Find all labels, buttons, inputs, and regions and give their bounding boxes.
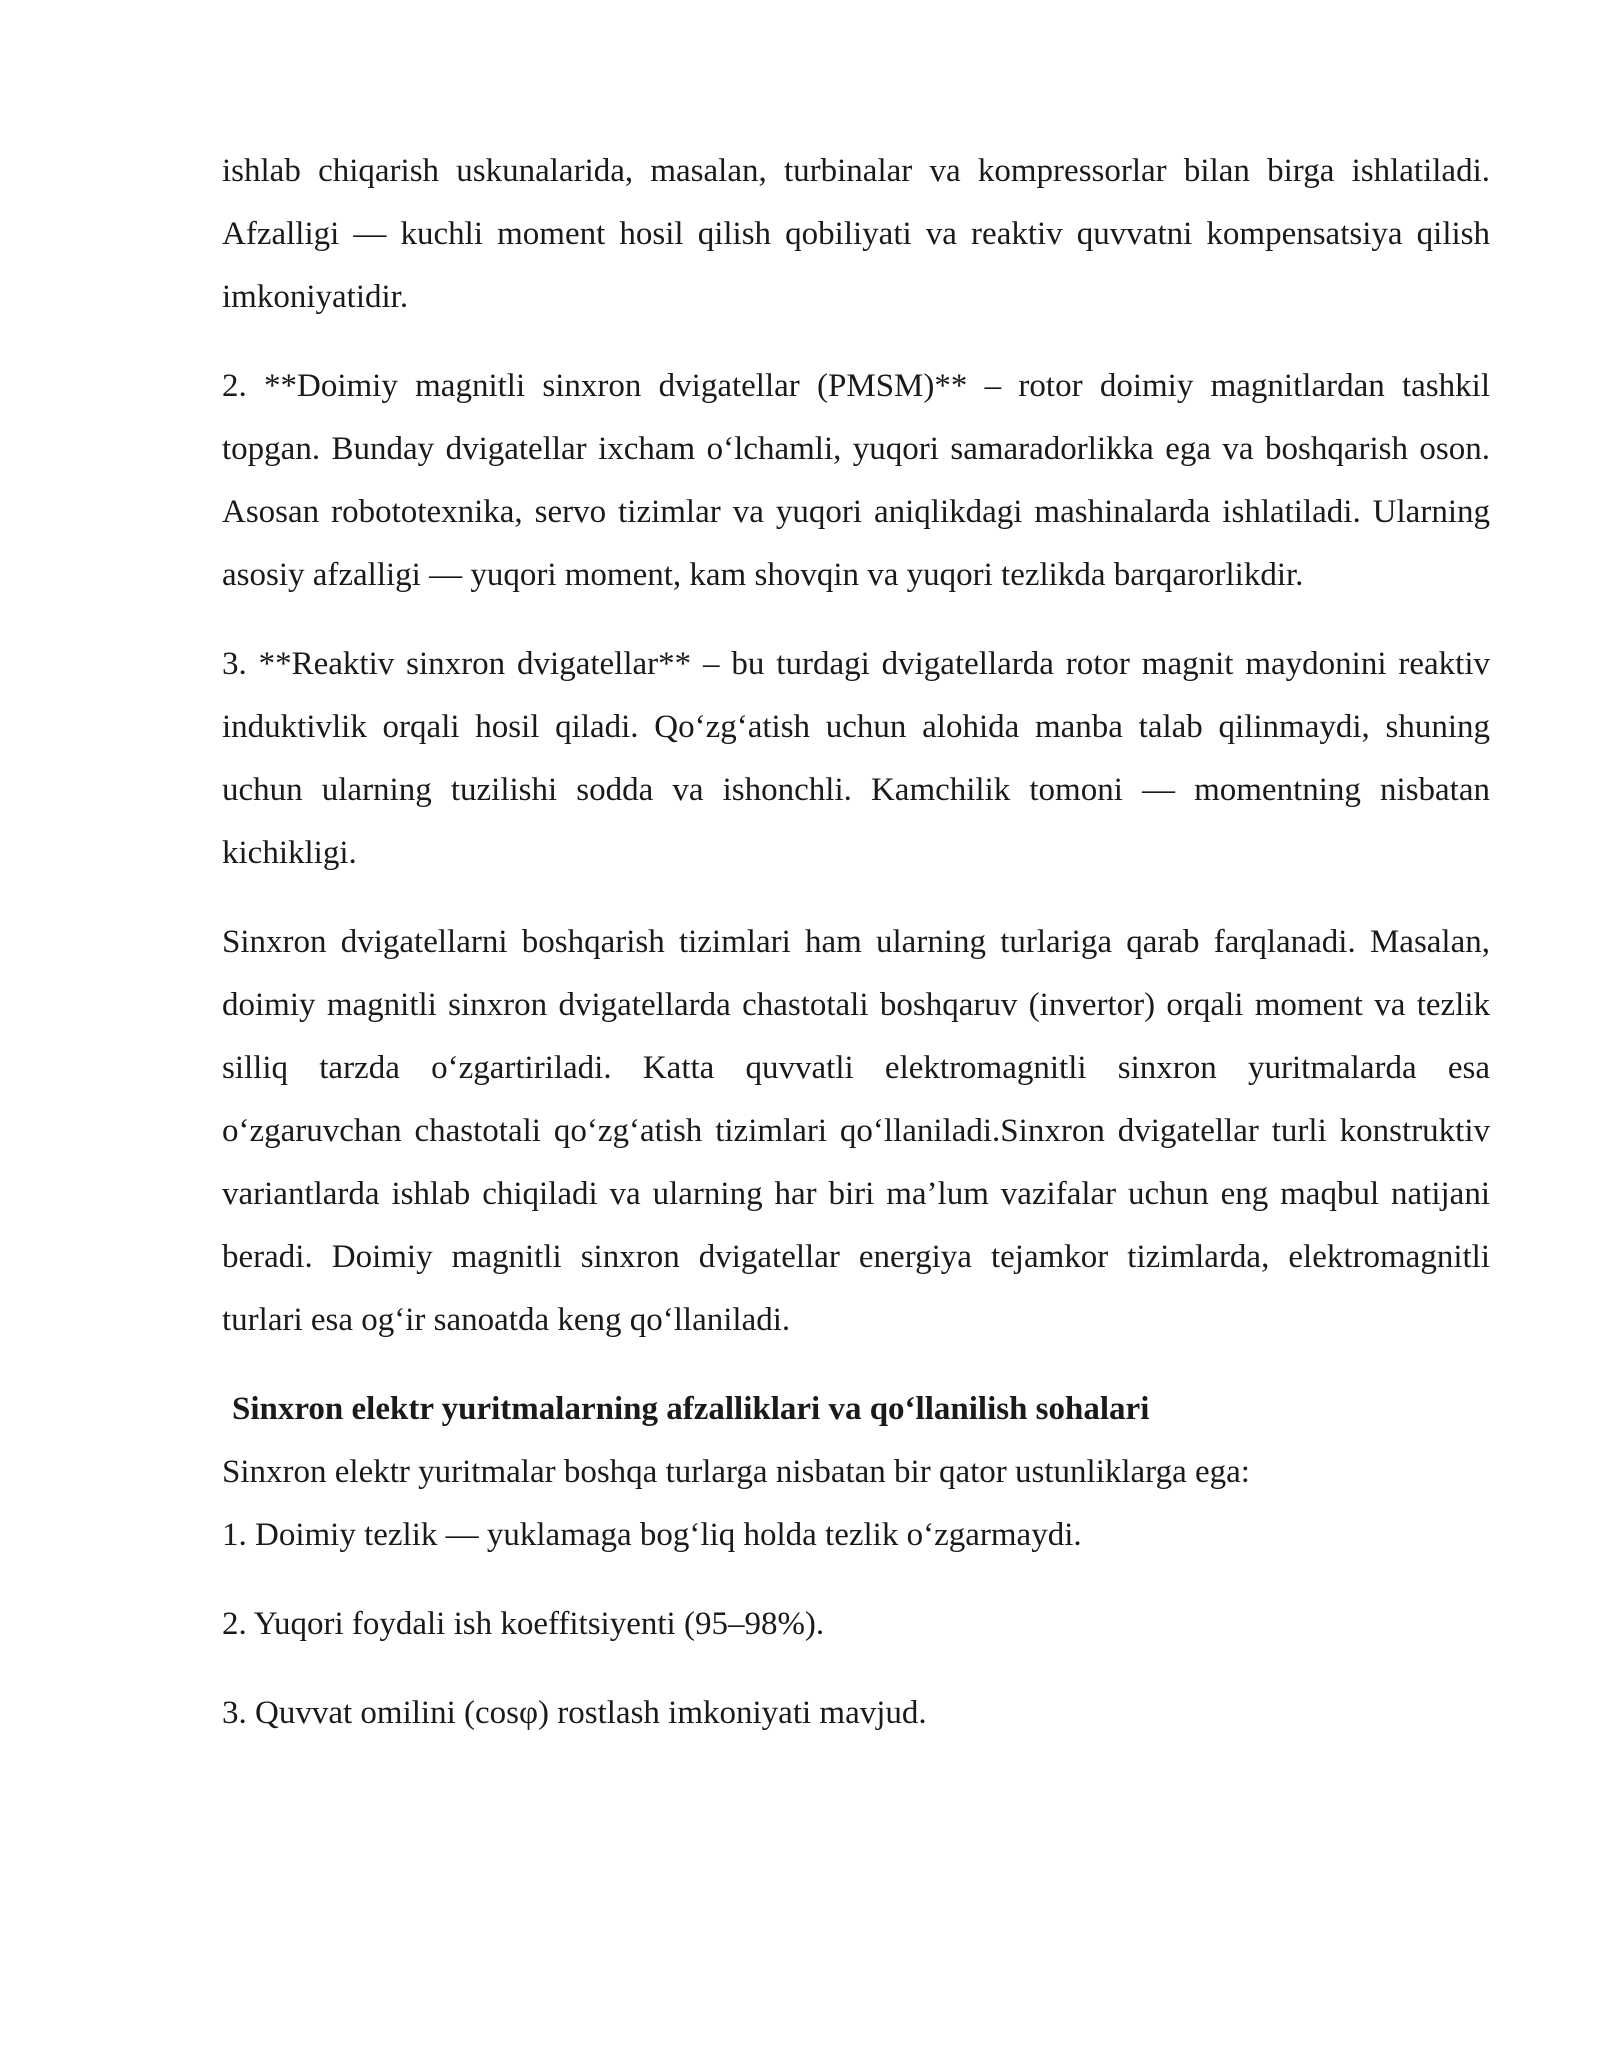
document-body [222, 140, 1490, 1771]
list-item: 3. Quvvat omilini (cosφ) rostlash imkoniyati mavjud. [222, 1695, 927, 1731]
paragraph-control-systems: Sinxron dvigatellarni boshqarish tizimlari ham ularning turlariga qarab farqlanadi. Masalan, doimiy magnitli sinxron dvigatellarda chastotali boshqaruv (invertor) orqali moment va tezlik silliq tarzda o‘zgartiriladi. Katta quvvatli elektromagnitli sinxron yuritmalarda esa o‘zgaruvchan chastotali qo‘zg‘atish tizimlari qo‘llaniladi.Sinxron dvigatellar turli konstruktiv variantlarda ishlab chiqiladi va ularning har biri ma’lum vazifalar uchun eng maqbul natijani beradi. Doimiy magnitli sinxron dvigatellar energiya tejamkor tizimlarda, elektromagnitli turlari esa og‘ir sanoatda keng qo‘llaniladi. [222, 924, 1490, 1338]
paragraph-pmsm: 2. **Doimiy magnitli sinxron dvigatellar (PMSM)** – rotor doimiy magnitlardan tashkil topgan. Bunday dvigatellar ixcham o‘lchamli, yuqori samaradorlikka ega va boshqarish oson. Asosan robototexnika, servo tizimlar va yuqori aniqlikdagi mashinalarda ishlatiladi. Ularning asosiy afzalligi — yuqori moment, kam shovqin va yuqori tezlikda barqarorlikdir. [222, 368, 1490, 593]
paragraph-intro-continuation: ishlab chiqarish uskunalarida, masalan, turbinalar va kompressorlar bilan birga ishlatiladi. Afzalligi — kuchli moment hosil qilish qobiliyati va reaktiv quvvatni kompensatsiya qilish imkoniyatidir. [222, 153, 1490, 315]
paragraph-reluctance-motors: 3. **Reaktiv sinxron dvigatellar** – bu turdagi dvigatellarda rotor magnit maydonini reaktiv induktivlik orqali hosil qiladi. Qo‘zg‘atish uchun alohida manba talab qilinmaydi, shuning uchun ularning tuzilishi sodda va ishonchli. Kamchilik tomoni — momentning nisbatan kichikligi. [222, 646, 1490, 871]
list-item: 1. Doimiy tezlik — yuklamaga bog‘liq holda tezlik o‘zgarmaydi. [222, 1517, 1082, 1553]
list-item: 2. Yuqori foydali ish koeffitsiyenti (95–98%). [222, 1606, 825, 1642]
section-intro: Sinxron elektr yuritmalar boshqa turlarga nisbatan bir qator ustunliklarga ega: [222, 1454, 1250, 1490]
section-heading: Sinxron elektr yuritmalarning afzalliklari va qo‘llanilish sohalari [232, 1391, 1150, 1427]
